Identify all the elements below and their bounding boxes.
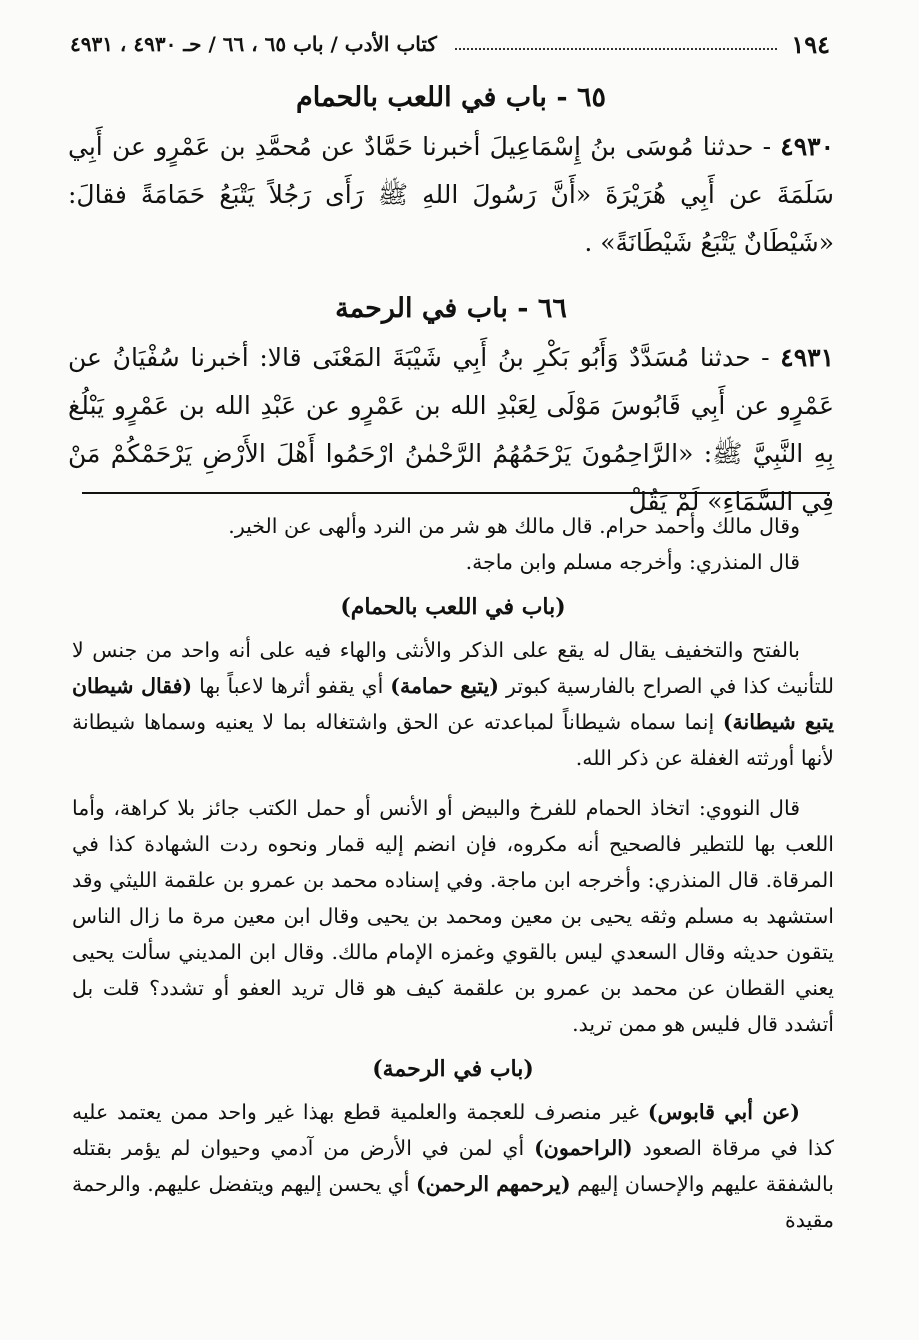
- commentary-title-rahma: (باب في الرحمة): [372, 1056, 534, 1082]
- text-run: أي يحسن إليهم ويتفضل عليهم. والرحمة مقيدة: [72, 1172, 834, 1232]
- commentary-paragraph: [72, 632, 834, 776]
- hadith-number: ٤٩٣١: [780, 343, 834, 372]
- bold-run: (فقال شيطان يتبع شيطانة): [72, 674, 834, 734]
- bab-65-title: ٦٥ - باب في اللعب بالحمام: [296, 82, 606, 113]
- text-run: أي يقفو أثرها لاعباً بها: [192, 674, 391, 698]
- running-title: كتاب الأدب / باب ٦٥ ، ٦٦ / حـ ٤٩٣٠ ، ٤٩٣١: [70, 32, 437, 56]
- text-run: غير منصرف للعجمة والعلمية قطع بهذا غير واحد ممن يعتمد عليه كذا في مرقاة الصعود: [72, 1100, 834, 1160]
- text-run: إنما سماه شيطاناً لمباعدته عن الحق واشتغاله بما لا يعنيه وسماها شيطانة لأنها أورثته الغفلة عن ذكر الله.: [72, 710, 834, 770]
- hadith-text: - حدثنا مُسَدَّدٌ وَأَبُو بَكْرِ بنُ أَبِي شَيْبَةَ المَعْنَى قالا: أخبرنا سُفْيَانُ عن عَمْرٍو عن أَبِي قَابُوسَ مَوْلَى لِعَبْدِ الله بن عَمْرٍو عن عَبْدِ الله بن عَمْرٍو يَبْلُغ بِهِ النَّبِيَّ ﷺ: «الرَّاحِمُونَ يَرْحَمُهُمُ الرَّحْمٰنُ ارْحَمُوا أَهْلَ الأَرْضِ يَرْحَمْكُمْ مَنْ فِي السَّمَاءِ» لَمْ يَقُلْ: [68, 343, 834, 516]
- commentary-line: وقال مالك وأحمد حرام. قال مالك هو شر من النرد وألهى عن الخير.: [228, 514, 800, 538]
- bold-run: (يرحمهم الرحمن): [415, 1172, 571, 1196]
- commentary-line: قال المنذري: وأخرجه مسلم وابن ماجة.: [465, 550, 800, 574]
- hadith-4930: [68, 123, 834, 267]
- commentary-title-hamam: (باب في اللعب بالحمام): [340, 594, 566, 620]
- page-number: ١٩٤: [791, 29, 830, 59]
- commentary-paragraph: قال النووي: اتخاذ الحمام للفرخ والبيض أو الأنس أو حمل الكتب جائز بلا كراهة، وأما اللعب بها للتطير فالصحيح أنه مكروه، فإن انضم إليه قمار ونحوه ردت الشهادة كذا في المرقاة. قال المنذري: وأخرجه ابن ماجة. وفي إسناده محمد بن عمرو بن علقمة الليثي وقد استشهد به مسلم وثقه يحيى بن معين ومحمد بن يحيى وقال ابن معين مرة ما زال الناس يتقون حديثه وقال السعدي ليس بالقوي وغمزه الإمام مالك. وقال ابن المديني سألت يحيى يعني القطان عن محمد بن عمرو بن علقمة كيف هو قال تريد العفو أو تشدد؟ قلت بل أتشدد قال فليس هو ممن تريد.: [72, 796, 834, 1036]
- page-header: [70, 26, 830, 62]
- bold-run: (عن أبي قابوس): [647, 1100, 800, 1124]
- commentary-section: [72, 508, 834, 1238]
- bold-run: (الراحمون): [534, 1136, 633, 1160]
- bold-run: (يتبع حمامة): [390, 674, 499, 698]
- hadith-text: - حدثنا مُوسَى بنُ إِسْمَاعِيلَ أخبرنا حَمَّادٌ عن مُحمَّدِ بن عَمْرٍو عن أَبِي سَلَمَةَ عن أَبِي هُرَيْرَةَ «أَنَّ رَسُولَ اللهِ ﷺ رَأَى رَجُلاً يَتْبَعُ حَمَامَةً فقالَ: «شَيْطَانٌ يَتْبَعُ شَيْطَانَةً» .: [68, 132, 834, 257]
- text-run: بالفتح والتخفيف يقال له يقع على الذكر والأنثى والهاء فيه على أنه واحد من جنس لا للتأنيث كذا في الصراح بالفارسية كبوتر: [72, 638, 835, 698]
- text-run: أي لمن في الأرض من آدمي وحيوان لم يؤمر بقتله بالشفقة عليهم والإحسان إليهم: [72, 1136, 834, 1196]
- hadith-4931: [68, 334, 834, 526]
- header-dotted-leader: [455, 38, 777, 50]
- hadith-number: ٤٩٣٠: [780, 132, 834, 161]
- main-text: [68, 78, 834, 526]
- commentary-paragraph: [72, 1094, 834, 1238]
- bab-66-title: ٦٦ - باب في الرحمة: [335, 293, 567, 324]
- footnote-divider: [82, 492, 830, 494]
